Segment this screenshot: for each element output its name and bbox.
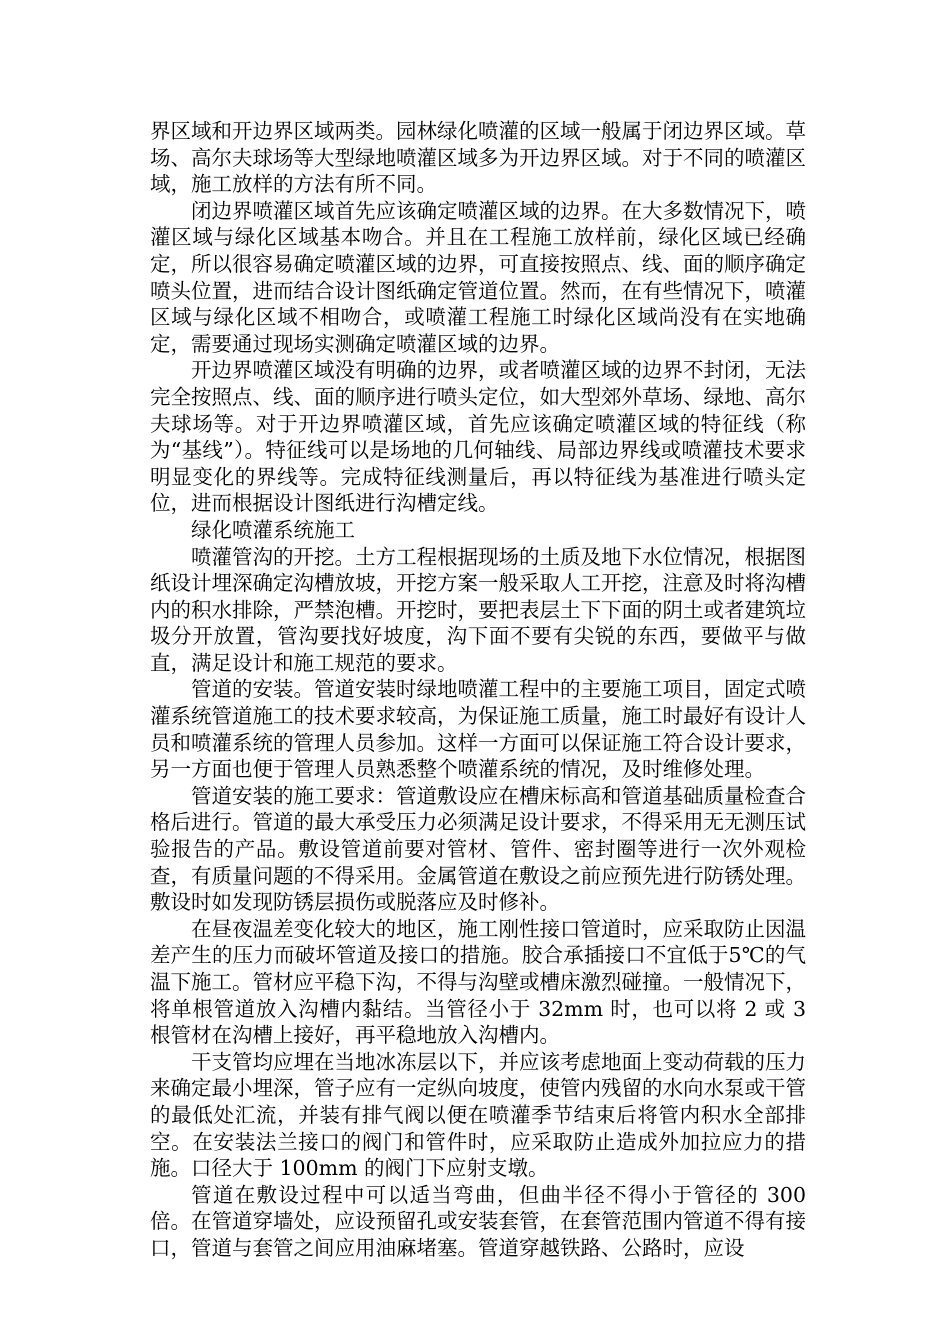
paragraph-open-boundary: 开边界喷灌区域没有明确的边界，或者喷灌区域的边界不封闭，无法完全按照点、线、面的顺序进行喷头定位，如大型郊外草场、绿地、高尔夫球场等。对于开边界喷灌区域，首先应该确定喷灌区域的特征线（称为“基线”）。特征线可以是场地的几何轴线、局部边界线或喷灌技术要求明显变化的界线等。完成特征线测量后，再以特征线为基准进行喷头定位，进而根据设计图纸进行沟槽定线。 <box>150 358 806 516</box>
document-page <box>150 118 806 1262</box>
paragraph-pipe-installation: 管道的安装。管道安装时绿地喷灌工程中的主要施工项目，固定式喷灌系统管道施工的技术要求较高，为保证施工质量，施工时最好有设计人员和喷灌系统的管理人员参加。这样一方面可以保证施工符合设计要求，另一方面也便于管理人员熟悉整个喷灌系统的情况，及时维修处理。 <box>150 677 806 782</box>
paragraph-pipe-bending: 管道在敷设过程中可以适当弯曲，但曲半径不得小于管径的 300 倍。在管道穿墙处，应设预留孔或安装套管，在套管范围内管道不得有接口，管道与套管之间应用油麻堵塞。管道穿越铁路、公路时，应设 <box>150 1182 806 1260</box>
paragraph-continuation: 界区域和开边界区域两类。园林绿化喷灌的区域一般属于闭边界区域。草场、高尔夫球场等大型绿地喷灌区域多为开边界区域。对于不同的喷灌区域，施工放样的方法有所不同。 <box>150 119 806 197</box>
paragraph-trench-excavation: 喷灌管沟的开挖。土方工程根据现场的土质及地下水位情况，根据图纸设计埋深确定沟槽放坡，开挖方案一般采取人工开挖，注意及时将沟槽内的积水排除，严禁泡槽。开挖时，要把表层土下下面的阴土或者建筑垃圾分开放置，管沟要找好坡度，沟下面不要有尖锐的东西，要做平与做直，满足设计和施工规范的要求。 <box>150 544 806 675</box>
paragraph-installation-requirements: 管道安装的施工要求：管道敷设应在槽床标高和管道基础质量检查合格后进行。管道的最大承受压力必须满足设计要求，不得采用无无测压试验报告的产品。敷设管道前要对管材、管件、密封圈等进行一次外观检查，有质量问题的不得采用。金属管道在敷设之前应预先进行防锈处理。敷设时如发现防锈层损伤或脱落应及时修补。 <box>150 783 806 915</box>
section-heading: 绿化喷灌系统施工 <box>191 517 355 542</box>
paragraph-closed-boundary: 闭边界喷灌区域首先应该确定喷灌区域的边界。在大多数情况下，喷灌区域与绿化区域基本吻合。并且在工程施工放样前，绿化区域已经确定，所以很容易确定喷灌区域的边界，可直接按照点、线、面的顺序确定喷头位置，进而结合设计图纸确定管道位置。然而，在有些情况下，喷灌区域与绿化区域不相吻合，或喷灌工程施工时绿化区域尚没有在实地确定，需要通过现场实测确定喷灌区域的边界。 <box>150 198 806 356</box>
paragraph-burial-depth: 干支管均应埋在当地冰冻层以下，并应该考虑地面上变动荷载的压力来确定最小埋深，管子应有一定纵向坡度，使管内残留的水向水泵或干管的最低处汇流，并装有排气阀以便在喷灌季节结束后将管内积水全部排空。在安装法兰接口的阀门和管件时，应采取防止造成外加拉应力的措施。口径大于 100mm 的阀门下应射支墩。 <box>150 1049 806 1181</box>
paragraph-temperature-difference: 在昼夜温差变化较大的地区，施工刚性接口管道时，应采取防止因温差产生的压力而破坏管道及接口的措施。胶合承插接口不宜低于5℃的气温下施工。管材应平稳下沟，不得与沟壁或槽床激烈碰撞。一般情况下，将单根管道放入沟槽内黏结。当管径小于 32mm 时，也可以将 2 或 3 根管材在沟槽上接好，再平稳地放入沟槽内。 <box>150 916 806 1048</box>
